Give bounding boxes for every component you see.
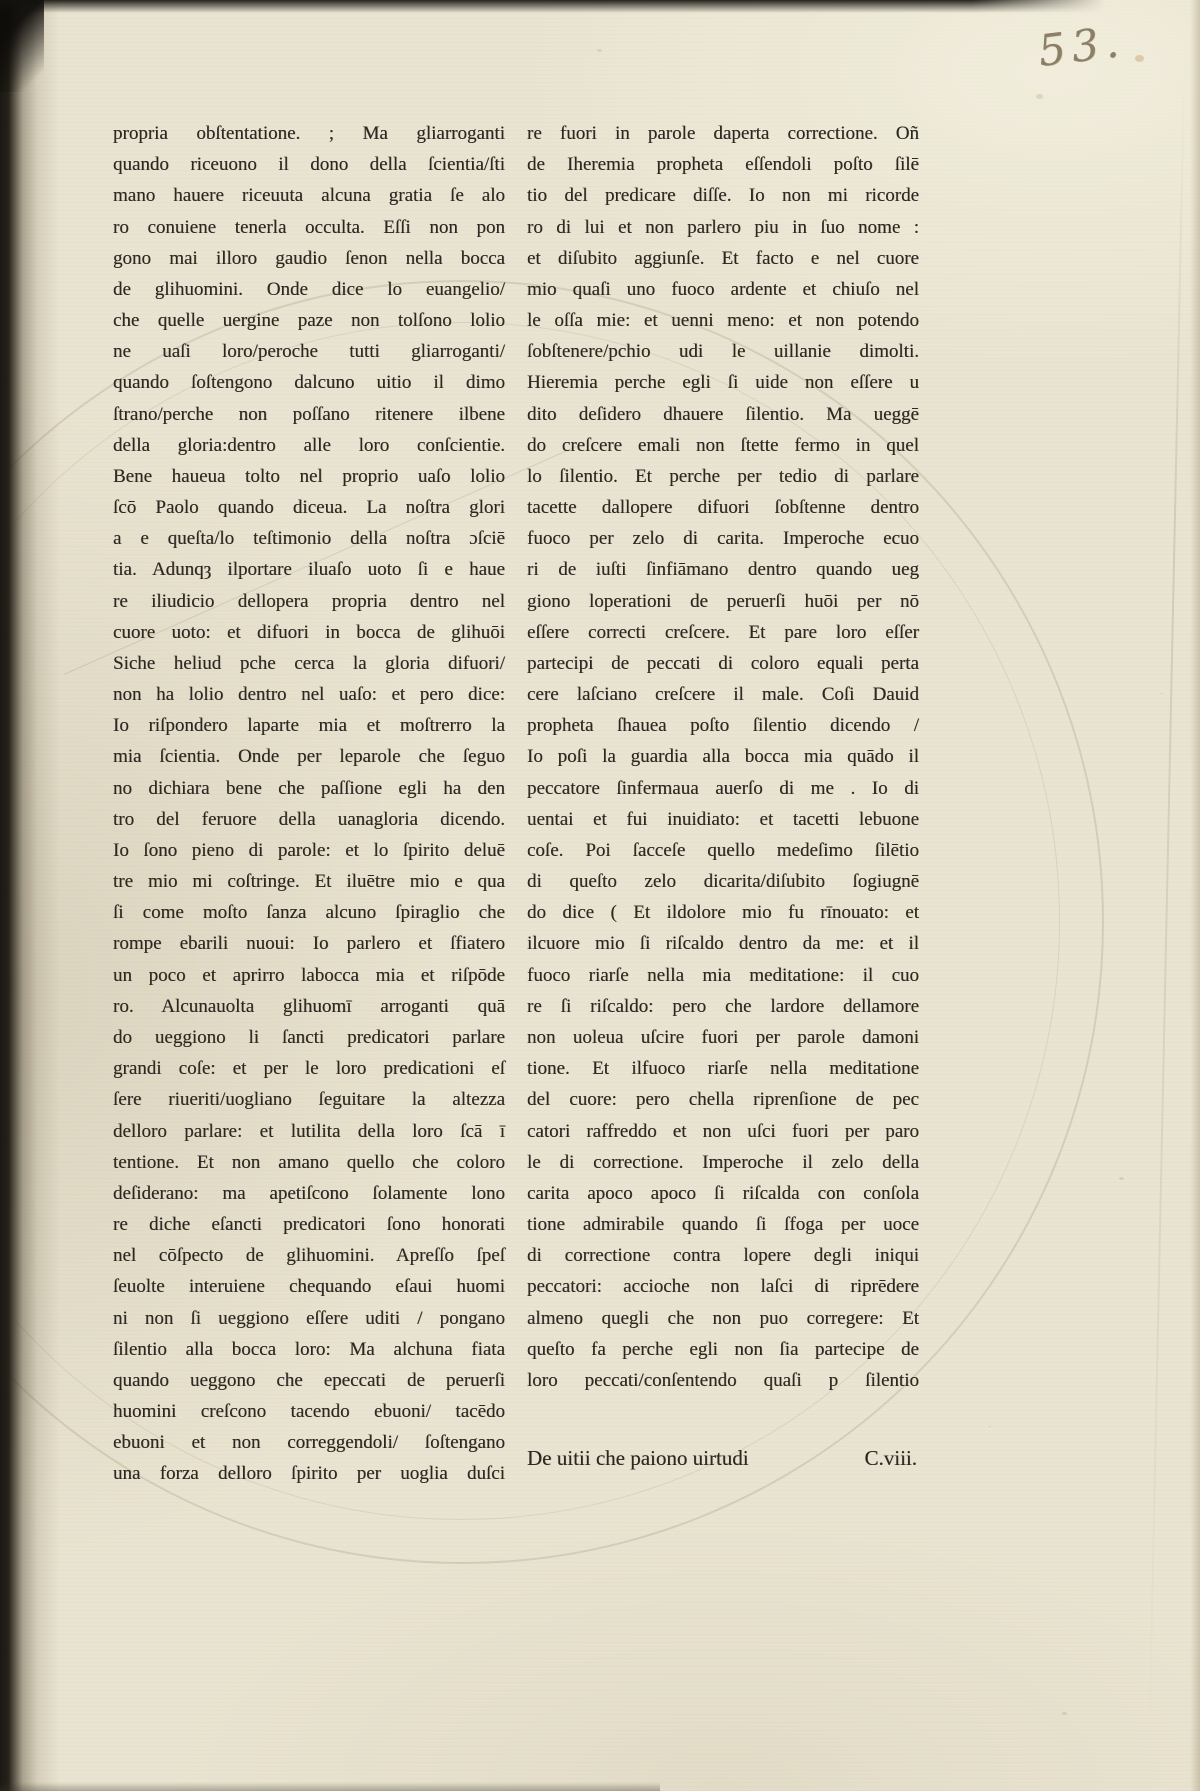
text-line: eſſere correcti creſcere. Et pare loro eſſer (527, 621, 919, 643)
text-line: grandi coſe: et per le loro predicationi eſ (113, 1058, 505, 1080)
text-line: tro del feruore della uanagloria dicendo. (113, 808, 505, 830)
text-line: do ueggiono li ſancti predicatori parlare (113, 1026, 505, 1048)
text-line: fuoco riarſe nella mia meditatione: il cuo (527, 964, 919, 986)
text-line: de Iheremia propheta eſſendoli poſto ſilē (527, 154, 919, 176)
text-line: Hieremia perche egli ſi uide non eſſere u (527, 372, 919, 394)
text-line: ſere riueriti/uogliano ſeguitare la altezza (113, 1089, 505, 1111)
text-line: tre mio mi coſtringe. Et iluētre mio e qua (113, 871, 505, 893)
text-line: queſto fa perche egli non ſia partecipe de (527, 1338, 919, 1360)
text-line: partecipi de peccati di coloro equali perta (527, 652, 919, 674)
text-line: re diche eſancti predicatori ſono honorati (113, 1214, 505, 1236)
text-line: mia ſcientia. Onde per leparole che ſeguo (113, 746, 505, 768)
text-line: re ſi riſcaldo: pero che lardore dellamore (527, 995, 919, 1017)
text-line: ne uaſi loro/peroche tutti gliarroganti/ (113, 341, 505, 363)
text-line: cuore uoto: et difuori in bocca de glihuōi (113, 621, 505, 643)
text-line: quando ſoſtengono dalcuno uitio il dimo (113, 372, 505, 394)
text-line: peccatori: accioche non laſci di riprēdere (527, 1276, 919, 1298)
text-line: di queſto zelo dicarita/diſubito ſogiugnē (527, 871, 919, 893)
text-line: catori raffreddo et non uſci fuori per paro (527, 1120, 919, 1142)
scan-edge-right (1190, 0, 1200, 1791)
chapter-heading (527, 1446, 917, 1471)
text-line: ro. Alcunauolta glihuomī arroganti quā (113, 995, 505, 1017)
text-line: una forza delloro ſpirito per uoglia duſci (113, 1463, 505, 1485)
text-line: quando ueggono che epeccati de peruerſi (113, 1369, 505, 1391)
scan-edge-bottom (0, 1782, 660, 1791)
folio-number: 53. (1035, 16, 1128, 77)
text-line: ſtrano/perche non poſſano ritenere ilbene (113, 403, 505, 425)
text-line: deſiderano: ma apetiſcono ſolamente lono (113, 1182, 505, 1204)
scan-edge-left (0, 0, 60, 1791)
text-line: uentai et fui inuidiato: et tacetti lebuone (527, 808, 919, 830)
text-line: ſobſtenere/pchio udi le uillanie dimolti. (527, 341, 919, 363)
text-line: coſe. Poi ſacceſe quello medeſimo ſilētio (527, 839, 919, 861)
text-line: mio quaſi uno fuoco ardente et chiuſo nel (527, 278, 919, 300)
text-line: propheta ſhauea poſto ſilentio dicendo / (527, 715, 919, 737)
text-line: Io ſono pieno di parole: et lo ſpirito deluē (113, 839, 505, 861)
text-line: tio del predicare diſſe. Io non mi ricorde (527, 185, 919, 207)
text-line: non uoleua uſcire fuori per parole damoni (527, 1026, 919, 1048)
text-line: non ha lolio dentro nel uaſo: et pero dice: (113, 684, 505, 706)
text-line: quando riceuono il dono della ſcientia/ſti (113, 154, 505, 176)
text-line: cere laſciano creſcere il male. Coſi Dauid (527, 684, 919, 706)
text-line: re iliudicio dellopera propria dentro nel (113, 590, 505, 612)
text-line: carita apoco apoco ſi riſcalda con conſola (527, 1182, 919, 1204)
text-line: ſi come moſto ſanza alcuno ſpiraglio che (113, 902, 505, 924)
text-line: Io riſpondero laparte mia et moſtrerro la (113, 715, 505, 737)
text-line: huomini creſcono tacendo ebuoni/ tacēdo (113, 1401, 505, 1423)
chapter-title: De uitii che paiono uirtudi (527, 1446, 749, 1470)
text-line: di correctione contra lopere degli iniqui (527, 1245, 919, 1267)
text-line: ro conuiene tenerla occulta. Eſſi non pon (113, 216, 505, 238)
text-line: almeno quegli che non puo corregere: Et (527, 1307, 919, 1329)
text-line: rompe ebarili nuoui: Io parlero et ſfiatero (113, 933, 505, 955)
text-line: a e queſta/lo teſtimonio della noſtra ɔſciē (113, 528, 505, 550)
text-line: le oſſa mie: et uenni meno: et non potendo (527, 310, 919, 332)
text-line: della gloria:dentro alle loro conſcientie. (113, 434, 505, 456)
text-line: giono loperationi de peruerſi huōi per nō (527, 590, 919, 612)
chapter-number: C.viii. (864, 1446, 917, 1470)
text-line: ebuoni et non correggendoli/ ſoſtengano (113, 1432, 505, 1454)
text-line: propria obſtentatione. ; Ma gliarroganti (113, 123, 505, 144)
text-line: mano hauere riceuuta alcuna gratia ſe alo (113, 185, 505, 207)
text-line: ilcuore mio ſi riſcaldo dentro da me: et il (527, 933, 919, 955)
text-line: tacette dallopere difuori ſobſtenne dentro (527, 497, 919, 519)
text-line: re fuori in parole daperta correctione. Oñ (527, 123, 919, 144)
text-line: delloro parlare: et lutilita della loro ſcā ī (113, 1120, 505, 1142)
foxing-spots (1135, 55, 1144, 62)
text-line: peccatore ſinfermaua auerſo di me . Io di (527, 777, 919, 799)
text-line: ni non ſi ueggiono eſſere uditi / pongano (113, 1307, 505, 1329)
text-line: ſeuolte interuiene chequando eſaui huomi (113, 1276, 505, 1298)
text-line: lo ſilentio. Et perche per tedio di parlare (527, 465, 919, 487)
text-line: nel cōſpecto de glihuomini. Apreſſo ſpeſ (113, 1245, 505, 1267)
text-line: loro peccati/conſentendo quaſi p ſilentio (527, 1369, 919, 1391)
text-line: fuoco per zelo di carita. Imperoche ecuo (527, 528, 919, 550)
text-line: tentione. Et non amano quello che coloro (113, 1151, 505, 1173)
text-line: tione admirabile quando ſi ſfoga per uoce (527, 1214, 919, 1236)
text-line: Bene haueua tolto nel proprio uaſo lolio (113, 465, 505, 487)
text-line: le di correctione. Imperoche il zelo della (527, 1151, 919, 1173)
text-line: Io poſi la guardia alla bocca mia quādo il (527, 746, 919, 768)
text-line: tia. Adunqȝ ilportare iluaſo uoto ſi e haue (113, 559, 505, 581)
text-line: del cuore: pero chella riprenſione de pec (527, 1089, 919, 1111)
scan-edge-top (0, 0, 1105, 13)
scan-edge-top-left-corner (0, 0, 44, 92)
text-column-left (113, 118, 505, 1490)
text-line: gono mai illoro gaudio ſenon nella bocca (113, 247, 505, 269)
text-line: no dichiara bene che paſſione egli ha den (113, 777, 505, 799)
text-line: dito deſidero dhauere ſilentio. Ma ueggē (527, 403, 919, 425)
text-line: Siche heliud pche cerca la gloria difuori/ (113, 652, 505, 674)
text-line: do creſcere emali non ſtette fermo in quel (527, 434, 919, 456)
text-line: de glihuomini. Onde dice lo euangelio/ (113, 278, 505, 300)
text-line: che quelle uergine paze non tolſono lolio (113, 310, 505, 332)
text-line: do dice ( Et ildolore mio fu rīnouato: et (527, 902, 919, 924)
text-line: ro di lui et non parlero piu in ſuo nome : (527, 216, 919, 238)
text-line: et diſubito aggiunſe. Et facto e nel cuore (527, 247, 919, 269)
text-line: tione. Et ilfuoco riarſe nella meditatione (527, 1058, 919, 1080)
text-line: ſcō Paolo quando diceua. La noſtra glori (113, 497, 505, 519)
text-line: un poco et aprirro labocca mia et riſpōde (113, 964, 505, 986)
page-edge-crease (1147, 0, 1187, 1791)
text-column-right (527, 118, 919, 1396)
text-line: ri de iuſti ſinfiāmano dentro quando ueg (527, 559, 919, 581)
text-line: ſilentio alla bocca loro: Ma alchuna fiata (113, 1338, 505, 1360)
